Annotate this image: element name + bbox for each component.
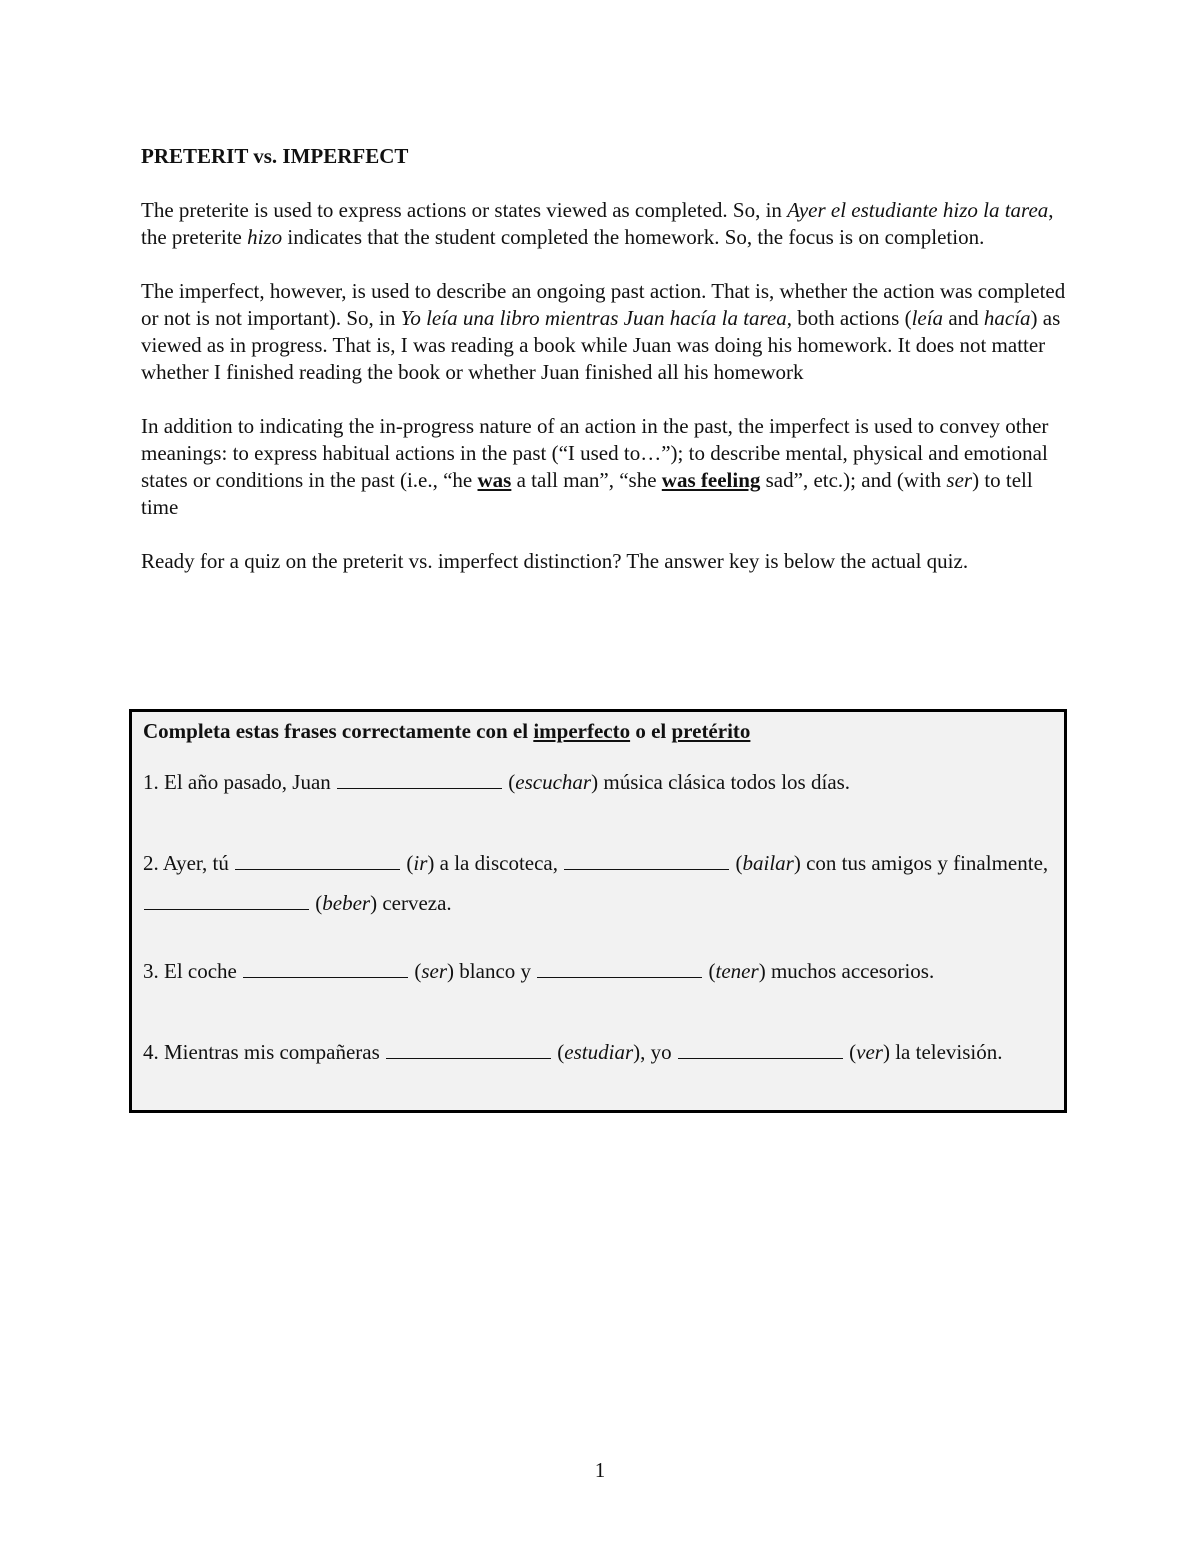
text-run: música clásica todos los días. [598,770,851,794]
document-body [141,143,1066,602]
answer-blank[interactable] [564,851,729,870]
infinitive-verb: tener [715,959,759,983]
text-run: a la discoteca, [434,851,564,875]
text-run: o el [630,719,672,743]
example-sentence: Yo leía una libro mientras Juan hacía la tarea [400,306,787,330]
text-run: 2. Ayer, tú [143,851,235,875]
text-run: The imperfect, however, is used to describe an ongoing past action. That is, whether the action was completed or not is not important). So, in [141,279,1066,330]
text-run: ) as viewed as in progress. That is, I was reading a book while Juan was doing his homework. It does not matter whether I finished reading the book or whether Juan finished all his homework [141,306,1061,384]
text-run: muchos accesorios. [765,959,935,983]
text-run: blanco y [454,959,537,983]
infinitive-verb: ser [421,959,448,983]
infinitive-verb: escuchar [515,770,592,794]
infinitive-verb: ver [856,1040,883,1064]
text-run: , the preterite [141,198,1054,249]
answer-blank[interactable] [235,851,400,870]
text-run: 1. El año pasado, Juan [143,770,337,794]
text-run: The preterite is used to express actions or states viewed as completed. So, in [141,198,788,222]
quiz-question-1: 1. El año pasado, Juan (escuchar) música clásica todos los días. [143,770,851,794]
example-verb: hizo [247,225,283,249]
page-number: 1 [594,1458,606,1482]
text-run: In addition to indicating the in-progress nature of an action in the past, the imperfect is used to convey other meanings: to express habitual actions in the past (“I used to…”); to describe mental, physical and emotional states or conditions in the past (i.e., “he [141,414,1049,492]
paragraph-preterite [141,197,1066,251]
text-run: 4. Mientras mis compañeras [143,1040,386,1064]
quiz-title-imperfecto: imperfecto [533,719,631,743]
answer-blank[interactable] [386,1040,551,1059]
answer-blank[interactable] [337,770,502,789]
text-run: , both actions ( [786,306,912,330]
quiz-question-2: 2. Ayer, tú (ir) a la discoteca, (bailar) con tus amigos y finalmente, (beber) cerveza. [143,851,1049,915]
emphasis-was-feeling: was feeling [661,468,761,492]
infinitive-verb: bailar [742,851,794,875]
infinitive-verb: estudiar [564,1040,634,1064]
example-sentence: Ayer el estudiante hizo la tarea [787,198,1049,222]
emphasis-was: was [477,468,512,492]
text-run: and [943,306,984,330]
text-run: ), yo [633,1040,677,1064]
quiz-title [143,718,1053,745]
example-verb: leía [911,306,944,330]
quiz-question-3: 3. El coche (ser) blanco y (tener) muchos accesorios. [143,959,935,983]
infinitive-verb: beber [322,891,371,915]
quiz-question-4: 4. Mientras mis compañeras (estudiar), yo (ver) la televisión. [143,1040,1003,1064]
text-run: 3. El coche [143,959,243,983]
infinitive-verb: ir [413,851,428,875]
answer-blank[interactable] [243,959,408,978]
answer-blank[interactable] [678,1040,843,1059]
quiz-title-preterito: pretérito [671,719,751,743]
answer-blank[interactable] [144,891,309,910]
paragraph-imperfect [141,278,1066,386]
text-run: a tall man”, “she [511,468,662,492]
text-run: indicates that the student completed the homework. So, the focus is on completion. [282,225,985,249]
text-run: la televisión. [889,1040,1003,1064]
example-verb: hacía [983,306,1031,330]
answer-blank[interactable] [537,959,702,978]
page-title: PRETERIT vs. IMPERFECT [141,144,409,168]
text-run: cerveza. [377,891,452,915]
example-verb: ser [946,468,973,492]
text-run: sad”, etc.); and (with [760,468,947,492]
quiz-box [129,709,1067,1113]
text-run: ) to tell time [141,468,1033,519]
text-run: Completa estas frases correctamente con el [143,719,534,743]
paragraph-imperfect-uses [141,413,1066,521]
paragraph-quiz-intro: Ready for a quiz on the preterit vs. imperfect distinction? The answer key is below the actual quiz. [141,549,969,573]
text-run: con tus amigos y finalmente, [800,851,1049,875]
